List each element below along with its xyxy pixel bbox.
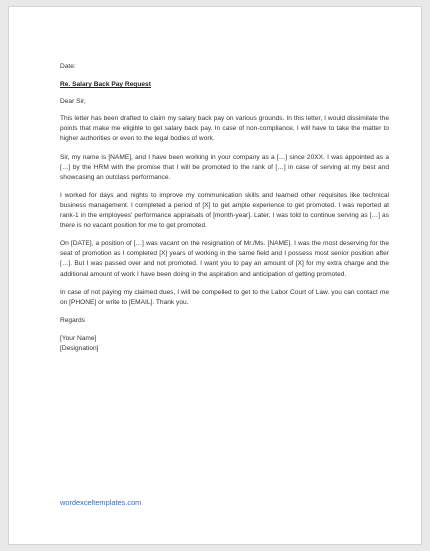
paragraph-5: In case of not paying my claimed dues, I will be compelled to get to the Labor Court of Law. you can contact me on [PHONE] or write to [EMAIL]. Thank you.	[60, 288, 389, 306]
letter-subject: Re. Salary Back Pay Request	[60, 81, 151, 89]
document-page	[8, 6, 422, 545]
signature-designation: [Designation]	[60, 345, 99, 353]
paragraph-1: This letter has been drafted to claim my salary back pay on various grounds. In this letter, I would dissimilate the points that make me eligible to get salary back pay. In case of non-compliance, I will have to take the matter to higher authorities or even to the legal bodies of work.	[60, 115, 389, 143]
paragraph-4: On [DATE], a position of […] was vacant on the resignation of Mr./Ms. [NAME]. I was the most deserving for the seat of promotion as I completed [X] years of working in the same field and I possess most senior position after […]. But I was passed over and not promoted. I want you to pay an amount of [X] for my extra charge and the additional amount of work I have been doing in the aspiration and anticipation of getting promoted.	[60, 240, 389, 278]
signature-name: [Your Name]	[60, 334, 97, 342]
salutation: Dear Sir,	[60, 98, 86, 106]
date-label: Date:	[60, 63, 76, 70]
paragraph-2: Sir, my name is [NAME], and I have been working in your company as a […] since 20XX. I was appointed as a […] by the HRM with the promise that I will be promoted to the rank of […] in case of serving at my best and showcasing an outclass performance.	[60, 153, 389, 181]
closing: Regards	[60, 316, 85, 324]
letter-body	[60, 62, 389, 354]
paragraph-3: I worked for days and nights to improve my communication skills and learned other requisites like technical business management. I completed a period of [X] to get ample experience to get promoted. I was reported at rank-1 in the employees' performance appraisals of [month-year]. Later, I was told to continue serving as […] as there is no vacant position for me to get promoted.	[60, 191, 389, 230]
footer-website-link[interactable]: wordexceltemplates.com	[60, 498, 142, 507]
